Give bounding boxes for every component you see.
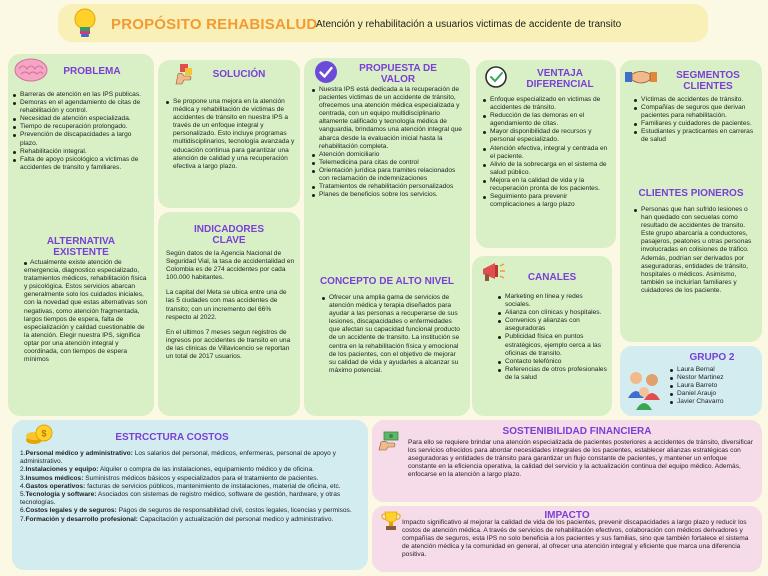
- list-item: Demoras en el agendamiento de citas de rehabilitación y control.: [13, 99, 149, 115]
- alternativa-title: ALTERNATIVA EXISTENTE: [46, 236, 116, 258]
- list-item: Alivio de la sobrecarga en el sistema de salud público.: [483, 161, 613, 177]
- costos-title: ESTRCCTURA COSTOS: [115, 432, 229, 443]
- list-item: Enfoque especializado en victimas de accidentes de tránsito.: [483, 96, 613, 112]
- list-item: Se propone una mejora en la atención médica y rehabilitación de victimas de accidentes de tránsito en nuestra IPS a través de un enfoque integral y personalizado. Esto incluye programas multidisciplinarios, tecnología avanzada y educación continua para garantizar una atención de calidad y una recuperación efectiva a largo plazo.: [166, 98, 296, 171]
- list-item: Convenios y alianzas con aseguradoras: [498, 317, 608, 333]
- impacto-title: IMPACTO: [544, 510, 590, 521]
- page-subtitle: Atención y rehabilitación a usuarios victimas de accidente de transito: [316, 19, 622, 30]
- list-item: Publicidad física en puntos estratégicos, ejemplo cerca a las oficinas de transito.: [498, 333, 608, 357]
- list-item: Falta de apoyo psicológico a victimas de accidentes de transito y familiares.: [13, 156, 149, 172]
- concepto-list: [322, 294, 464, 375]
- coins-icon: [24, 424, 54, 446]
- list-item: Atención domiciliario: [312, 151, 466, 159]
- solucion-title: SOLUCIÓN: [212, 69, 266, 80]
- propuesta-card: [304, 58, 470, 416]
- list-item: Reducción de las demoras en el agendamiento de citas.: [483, 112, 613, 128]
- canales-card: [472, 256, 612, 416]
- list-item: Necesidad de atención especializada.: [13, 115, 149, 123]
- indicadores-title: INDICADORES CLAVE: [193, 224, 264, 246]
- solucion-card: [158, 60, 300, 208]
- list-item: 2.Instalaciones y equipo: Alquiler o compra de las instalaciones, equipamiento médico y de oficina.: [20, 466, 314, 474]
- concepto-title: CONCEPTO DE ALTO NIVEL: [319, 276, 455, 287]
- indicadores-text: [166, 250, 296, 368]
- sostenibilidad-card: [372, 420, 762, 502]
- list-item: 3.Insumos médicos: Suministros médicos básicos y especializados para el tratamiento de pacientes.: [20, 474, 319, 482]
- list-item: Barreras de atención en las IPS publicas.: [13, 91, 149, 99]
- list-item: Nuestra IPS está dedicada a la recuperación de pacientes victimas de un accidente de tránsito, ofrecemos una atención médica especializada y centrada, con un equipo multidisciplinario altamente calificado y tecnología médica de vanguardia, brindamos una atención integral que abarca desde la evaluación inicial hasta la rehabilitación completa.: [312, 86, 466, 151]
- lightbulb-icon: [70, 7, 100, 39]
- segmentos-title: SEGMENTOS CLIENTES: [676, 70, 740, 92]
- member-item: Laura Bernal: [670, 366, 758, 374]
- list-item: Marketing en línea y redes sociales.: [498, 293, 608, 309]
- problema-list: [13, 91, 149, 172]
- costos-list: [20, 450, 366, 524]
- list-item: 5.Tecnología y software: Asociados con sistemas de registro médico, software de gestión, hardware, y otras tecnologías.: [20, 491, 341, 507]
- alternativa-text: [24, 259, 148, 364]
- indicador-paragraph: La capital del Meta se ubica entre una de las 5 ciudades con mas accidentes de transito; con un incremento del 66% respecto al 2022.: [166, 289, 287, 321]
- list-item: 7.Formación y desarrollo profesional: Capacitación y actualización del personal medico y administrativo.: [20, 515, 334, 523]
- segmentos-card: [620, 60, 762, 342]
- list-item: Víctimas de accidentes de tránsito.: [634, 96, 756, 104]
- ventaja-card: [476, 60, 616, 248]
- grupo-card: [620, 346, 762, 416]
- list-item: Rehabilitación integral.: [13, 148, 149, 156]
- ventaja-title: VENTAJA DIFERENCIAL: [526, 68, 594, 90]
- indicador-paragraph: En el ultimos 7 meses segun registros de ingresos por accidentes de transito en una de las clinicas de Villavicencio se reportan un total de 2017 usuarios.: [166, 328, 291, 361]
- list-item: Orientación jurídica para tramites relacionados con reclamación de indemnizaciones: [312, 167, 466, 183]
- check-badge-icon: [314, 60, 338, 84]
- member-item: Daniel Araujo: [670, 390, 758, 398]
- grupo-title: GRUPO 2: [689, 352, 735, 363]
- list-item: 4.Gastos operativos: facturas de servicios públicos, mantenimiento de instalaciones, material de oficina, etc.: [20, 482, 341, 490]
- member-item: Nestor Martinez: [670, 374, 758, 382]
- indicadores-card: [158, 212, 300, 416]
- title-bar: [58, 4, 708, 42]
- indicador-paragraph: Según datos de la Agencia Nacional de Seguridad Vial, la tasa de accidentalidad en Colombia es de 274 accidentes por cada 100.000 habitantes.: [166, 250, 295, 282]
- list-item: Familiares y cuidadores de pacientes.: [634, 120, 756, 128]
- list-item: Tratamientos de rehabilitación personalizados: [312, 183, 466, 191]
- list-item: Planes de beneficios sobre los servicios.: [312, 191, 466, 199]
- sostenibilidad-title: SOSTENIBILIDAD FINANCIERA: [502, 426, 652, 437]
- sostenibilidad-text: Para ello se requiere brindar una atención especializada de pacientes posteriores a accidentes de tránsito, diversificar los servicios ofrecidos para abordar necesidades integrales de los pacientes, establecer alianzas estratégicas con aseguradoras y entidades de tránsito para garantizar un flujo constante de pacientes, y mantener un enfoque constante en la eficiencia operativa, la calidad del servicio y la actualización continua del equipo médico. Además, enfocarse en la atención a largo plazo.: [408, 439, 753, 479]
- svg-text:$: $: [41, 428, 47, 439]
- grupo-list: [670, 366, 758, 406]
- list-item: 6.Costos legales y de seguros: Pagos de seguros de responsabilidad civil, costos legales, licencias y permisos.: [20, 507, 352, 515]
- list-item: Alianza con clínicas y hospitales.: [498, 309, 608, 317]
- money-hand-icon: [378, 430, 400, 452]
- member-item: Javier Chavarro: [670, 398, 758, 406]
- list-item: Ofrecer una amplia gama de servicios de atención médica y terapia diseñados para ayudar a las personas a recuperarse de sus lesiones, discapacidades o enfermedades que afectan su capacidad funcional producto de un accidente de transito. La institución se centra en la rehabilitación física y emocional de los pacientes, con el objetivo de mejorar su calidad de vida y ayudarles a alcanzar su máximo potencial.: [322, 294, 464, 375]
- impacto-card: [372, 506, 762, 572]
- list-item: Compañías de seguros que derivan pacientes para rehabilitación.: [634, 104, 756, 120]
- team-icon: [624, 366, 666, 410]
- pioneros-list: [634, 206, 758, 295]
- canales-title: CANALES: [527, 272, 577, 283]
- list-item: Contacto telefónico: [498, 358, 608, 366]
- list-item: Actualmente existe atención de emergencia, diagnostico especializado, tratamientos médicos, rehabilitación física y psicológica. Estos servicios abarcan generalmente solo los cuidados iniciales, con la novedad que estas alternativas son negativas, como atención fragmentada, largos tiempos de espera, falta de especialización y calidad cuestionable de la atención. Elegir nuestra IPS, significa optar por una atención integral y coordinada, con tiempos de espera mínimos: [24, 259, 148, 364]
- member-item: Laura Barreto: [670, 382, 758, 390]
- list-item: Atención efectiva, integral y centrada en el paciente.: [483, 145, 613, 161]
- costos-card: [12, 420, 368, 570]
- megaphone-icon: [480, 259, 508, 285]
- handshake-icon: [624, 66, 658, 90]
- speedometer-check-icon: [484, 65, 508, 89]
- list-item: Seguimiento para prevenir complicaciones a largo plazo: [483, 193, 613, 209]
- list-item: Telemedicina para citas de control: [312, 159, 466, 167]
- list-item: Referencias de otros profesionales de la salud: [498, 366, 608, 382]
- problema-card: [8, 54, 154, 416]
- list-item: Tiempo de recuperación prolongado.: [13, 123, 149, 131]
- list-item: 1.Personal médico y administrativo: Los salarios del personal, médicos, enfermeras, personal de apoyo y administrativo.: [20, 450, 336, 466]
- pioneros-title: CLIENTES PIONEROS: [638, 188, 744, 199]
- canales-list: [498, 293, 608, 382]
- propuesta-title: PROPUESTA DE VALOR: [359, 63, 437, 85]
- propuesta-list: [312, 86, 466, 199]
- list-item: Mejora en la calidad de vida y la recuperación pronta de los pacientes.: [483, 177, 613, 193]
- segmentos-list: [634, 96, 756, 145]
- list-item: Estudiantes y practicantes en carreras de salud: [634, 128, 756, 144]
- list-item: Mayor disponibilidad de recursos y personal especializado.: [483, 128, 613, 144]
- puzzle-hand-icon: [174, 62, 196, 86]
- impacto-text: Impacto significativo al mejorar la calidad de vida de los pacientes, prevenir discapacidades a largo plazo y reducir los costos de atención médica. A través de servicios de rehabilitación efectivos, colaboración con médicos derivadores y compañías de seguros, esta IPS no solo beneficia a los pacientes y sus familias, sino que también fortalece el sistema de atención médica y la comunidad en general, al ofrecer una atención integral y eficiente que marca una diferencia positiva.: [402, 519, 749, 559]
- ventaja-list: [483, 96, 613, 209]
- list-item: Prevención de discapacidades a largo plazo.: [13, 131, 149, 147]
- solucion-list: [166, 98, 296, 171]
- page-title: PROPÓSITO REHABISALUD: [111, 16, 318, 33]
- problema-title: PROBLEMA: [63, 66, 121, 77]
- trophy-icon: [380, 510, 402, 532]
- brain-icon: [13, 57, 49, 83]
- list-item: Personas que han sufrido lesiones o han quedado con secuelas como resultado de accidentes de transito. Este grupo abarcaría a conductores, pasajeros, peatones u otras personas involucradas en colisiones de tráfico. Además, podrían ser derivados por aseguradoras, entidades de tránsito, hospitales o médicos. Asimismo, también se incluirían familiares y cuidadores de los paciente.: [634, 206, 758, 295]
